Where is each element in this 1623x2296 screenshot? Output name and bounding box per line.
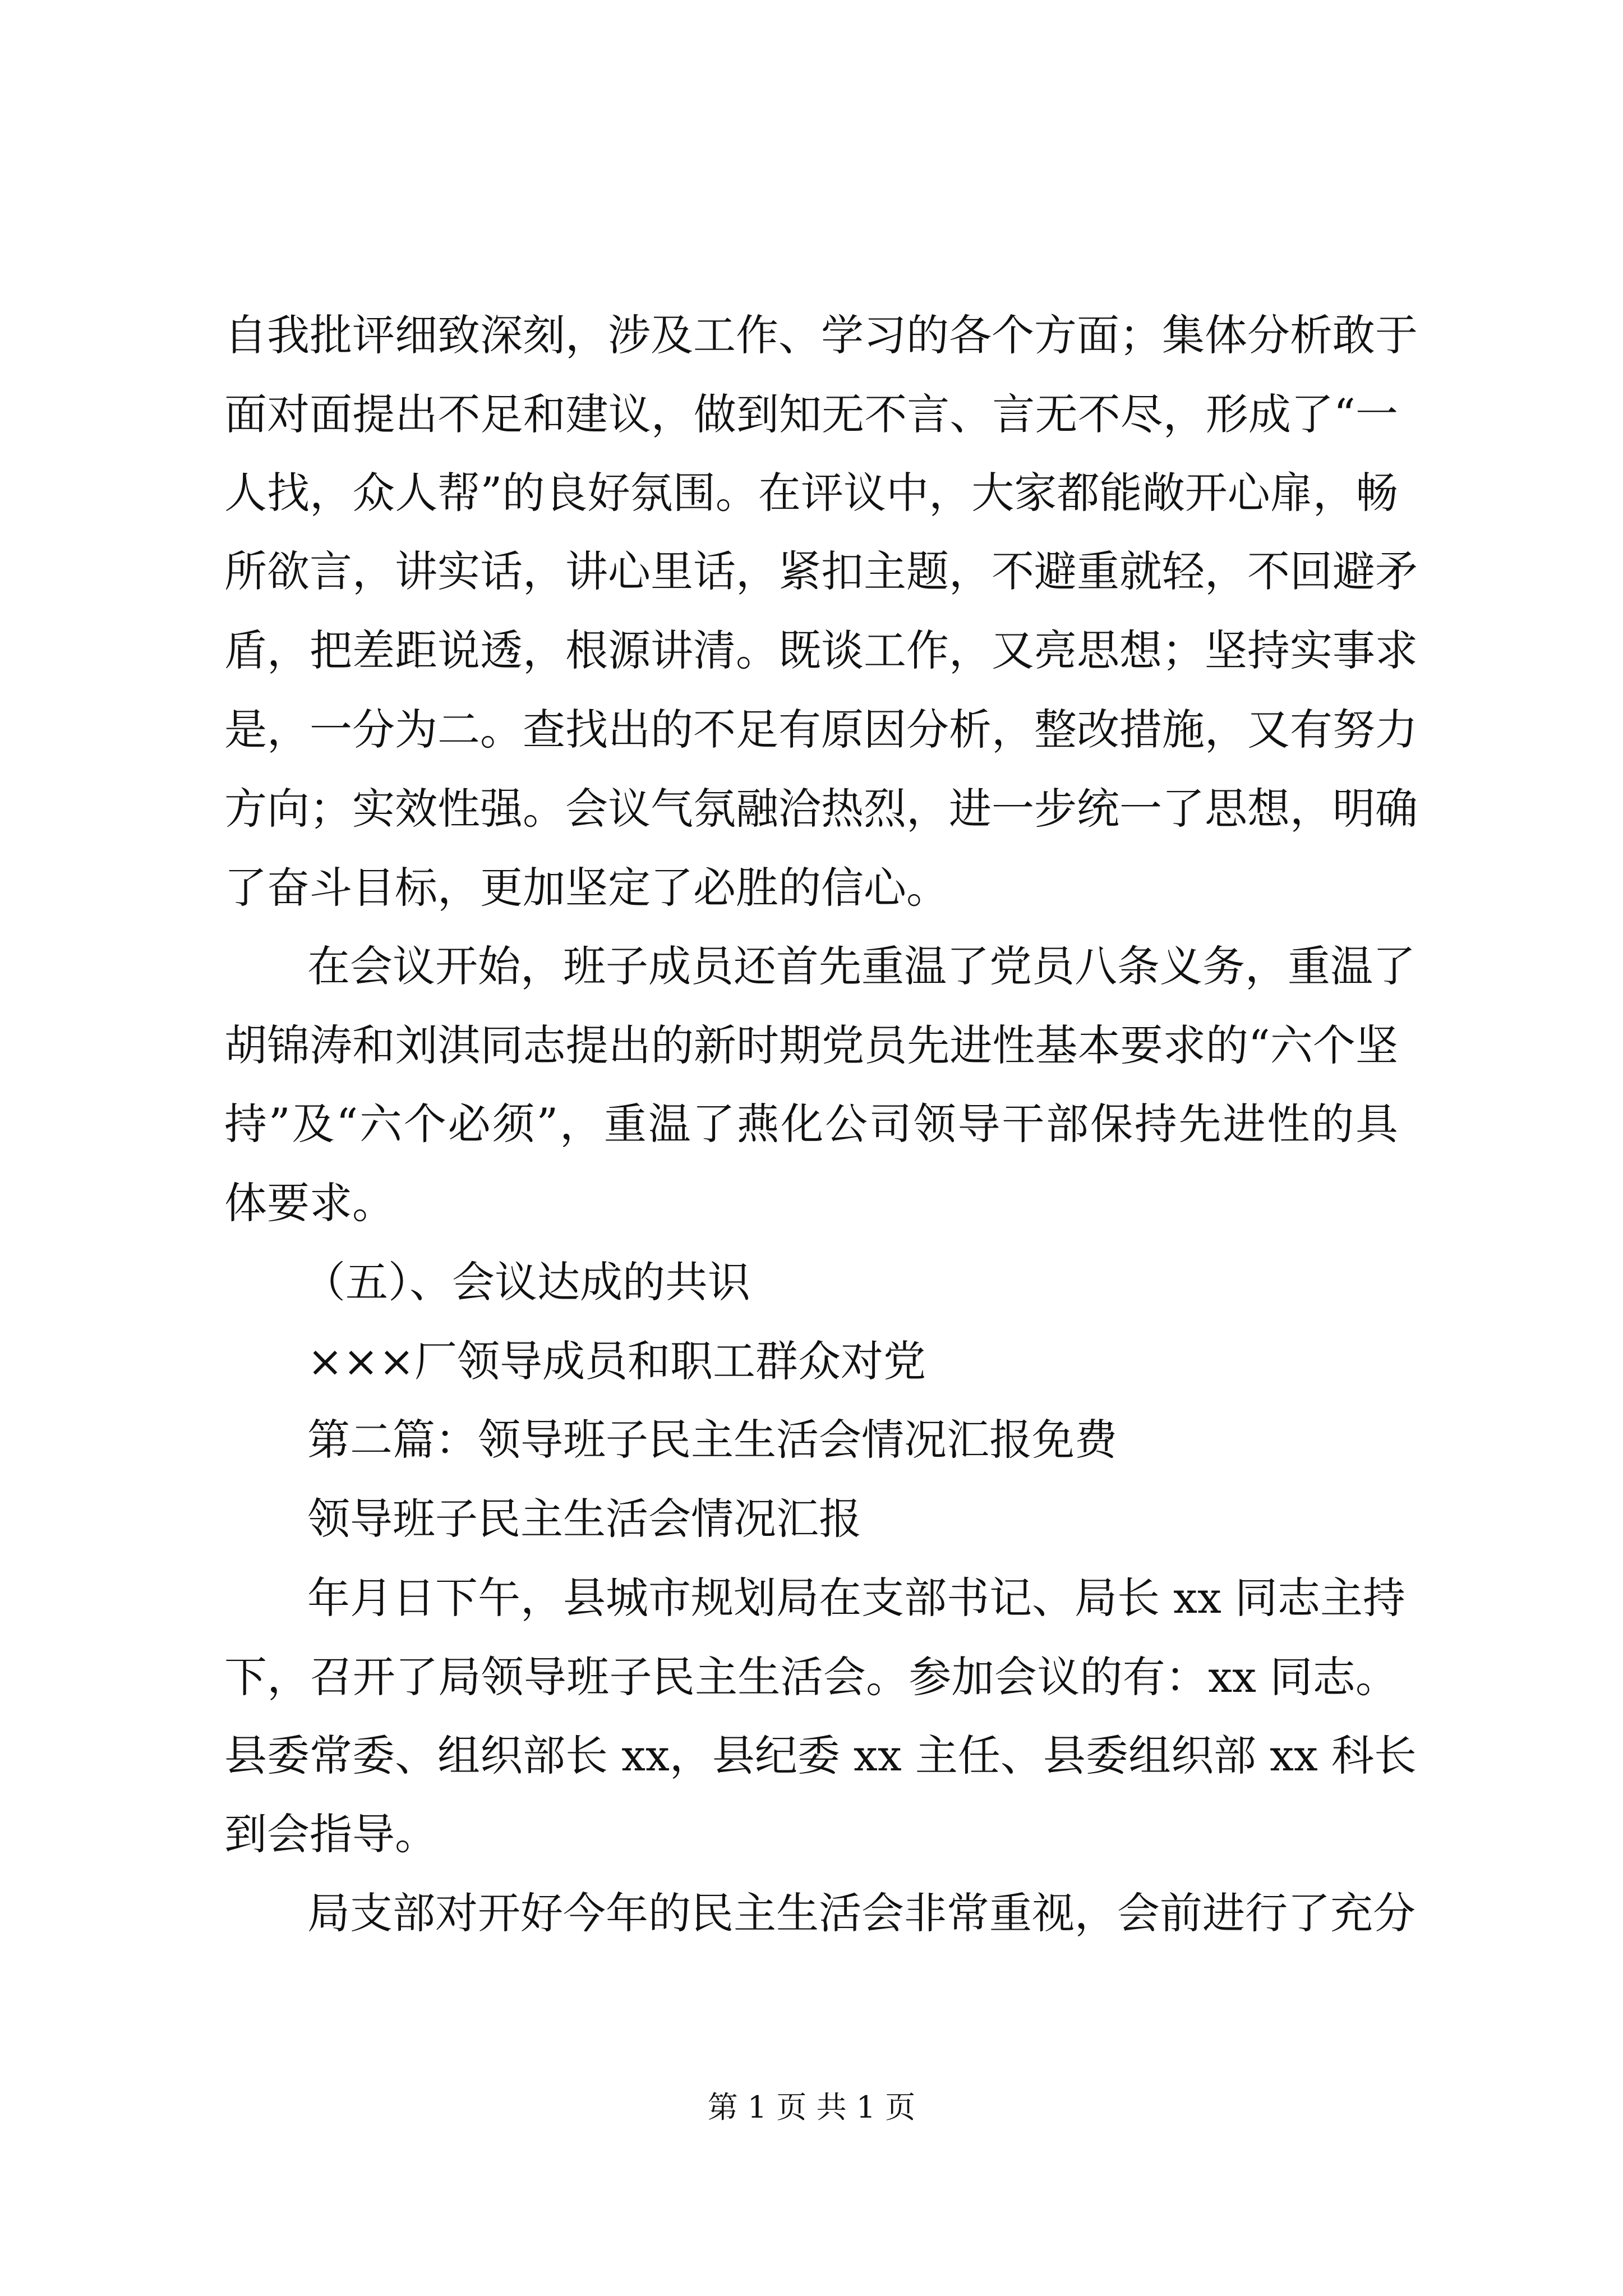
section-heading: 领导班子民主生活会情况汇报 [307,1494,861,1544]
body-line: 人找，众人帮”的良好氛围。在评议中，大家都能敞开心扉，畅 [224,468,1398,518]
body-line: 到会指导。 [224,1809,437,1859]
body-line: 所欲言，讲实话，讲心里话，紧扣主题，不避重就轻，不回避矛 [224,546,1418,596]
body-line: 盾，把差距说透，根源讲清。既谈工作，又亮思想；坚持实事求 [224,625,1418,675]
paragraph-first-line: 局支部对开好今年的民主生活会非常重视，会前进行了充分 [307,1888,1415,1938]
paragraph-first-line: 在会议开始，班子成员还首先重温了党员八条义务，重温了 [307,941,1415,991]
section-heading: 第二篇：领导班子民主生活会情况汇报免费 [307,1415,1117,1465]
body-line: 体要求。 [224,1178,395,1228]
page-footer: 第 1 页 共 1 页 [707,2090,916,2125]
body-line: 自我批评细致深刻，涉及工作、学习的各个方面；集体分析敢于 [224,310,1418,360]
body-line: 面对面提出不足和建议，做到知无不言、言无不尽，形成了“一 [224,389,1398,439]
body-line: 下，召开了局领导班子民主生活会。参加会议的有：xx 同志。 [224,1652,1398,1702]
body-line: 了奋斗目标，更加坚定了必胜的信心。 [224,863,949,913]
body-line: 是，一分为二。查找出的不足有原因分析，整改措施，又有努力 [224,705,1418,754]
body-line: 胡锦涛和刘淇同志提出的新时期党员先进性基本要求的“六个坚 [224,1020,1398,1070]
body-line: 持”及“六个必须”，重温了燕化公司领导干部保持先进性的具 [224,1099,1398,1149]
section-heading: （五）、会议达成的共识 [303,1257,750,1307]
body-line: 方向；实效性强。会议气氛融洽热烈，进一步统一了思想，明确 [224,784,1418,834]
body-line: 县委常委、组织部长 xx，县纪委 xx 主任、县委组织部 xx 科长 [224,1731,1417,1780]
paragraph-first-line: 年月日下午，县城市规划局在支部书记、局长 xx 同志主持 [307,1573,1406,1623]
body-line: ×××厂领导成员和职工群众对党 [307,1336,926,1386]
